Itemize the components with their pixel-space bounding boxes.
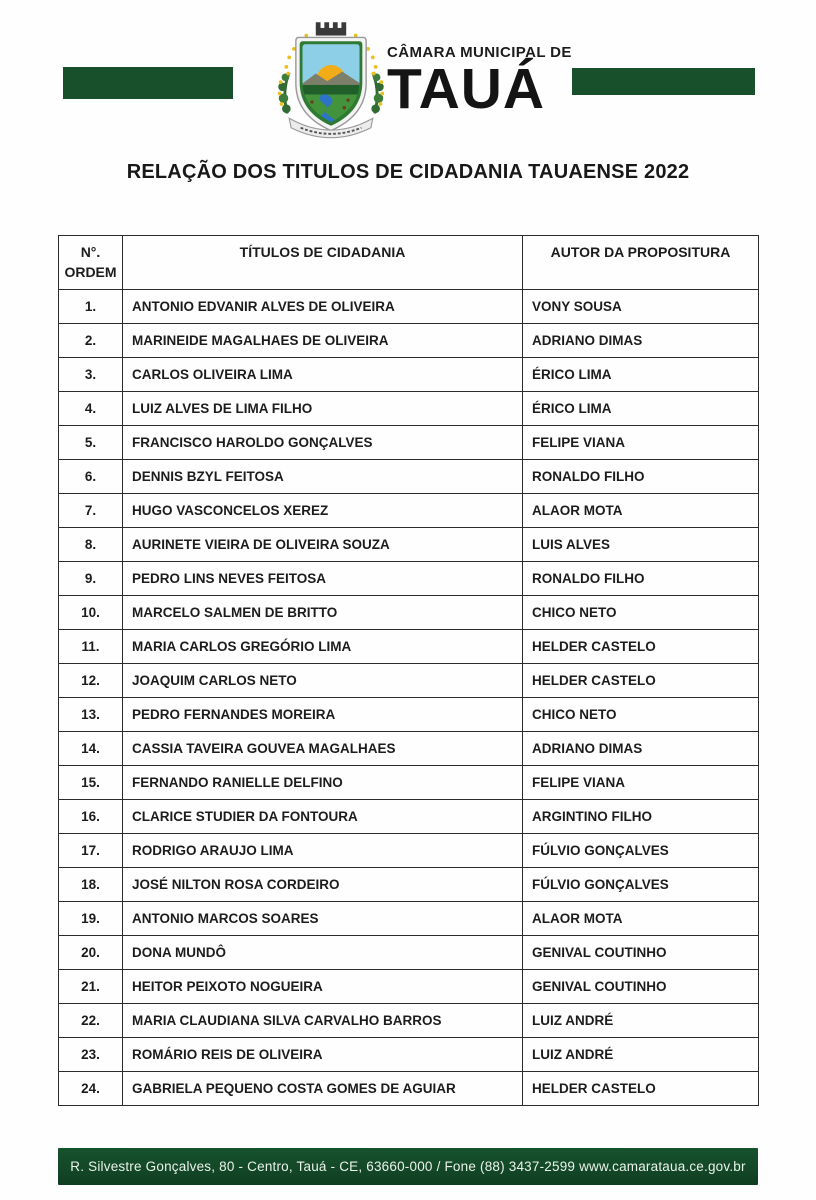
coat-of-arms-icon: [274, 20, 388, 148]
row-citizen-name: FRANCISCO HAROLDO GONÇALVES: [123, 426, 523, 460]
row-citizen-name: ANTONIO EDVANIR ALVES DE OLIVEIRA: [123, 290, 523, 324]
row-citizen-name: CASSIA TAVEIRA GOUVEA MAGALHAES: [123, 732, 523, 766]
row-citizen-name: JOAQUIM CARLOS NETO: [123, 664, 523, 698]
row-order-number: 22.: [59, 1004, 123, 1038]
row-author-name: HELDER CASTELO: [523, 664, 759, 698]
row-order-number: 23.: [59, 1038, 123, 1072]
table-row: [59, 732, 759, 766]
org-name: TAUÁ: [387, 57, 546, 121]
row-order-number: 12.: [59, 664, 123, 698]
row-author-name: LUIS ALVES: [523, 528, 759, 562]
row-citizen-name: ROMÁRIO REIS DE OLIVEIRA: [123, 1038, 523, 1072]
branch-right-icon: [371, 72, 384, 114]
table-row: [59, 596, 759, 630]
row-citizen-name: DENNIS BZYL FEITOSA: [123, 460, 523, 494]
table-row: [59, 324, 759, 358]
table-row: [59, 800, 759, 834]
row-citizen-name: CLARICE STUDIER DA FONTOURA: [123, 800, 523, 834]
row-author-name: ÉRICO LIMA: [523, 392, 759, 426]
table-row: [59, 766, 759, 800]
row-author-name: FELIPE VIANA: [523, 426, 759, 460]
row-order-number: 3.: [59, 358, 123, 392]
table-row: [59, 1072, 759, 1106]
row-author-name: ADRIANO DIMAS: [523, 732, 759, 766]
decor-bar-right: [572, 68, 755, 95]
table-row: [59, 358, 759, 392]
table-row: [59, 1004, 759, 1038]
row-order-number: 2.: [59, 324, 123, 358]
row-citizen-name: PEDRO LINS NEVES FEITOSA: [123, 562, 523, 596]
row-citizen-name: HUGO VASCONCELOS XEREZ: [123, 494, 523, 528]
row-citizen-name: MARIA CARLOS GREGÓRIO LIMA: [123, 630, 523, 664]
row-citizen-name: ANTONIO MARCOS SOARES: [123, 902, 523, 936]
org-title-block: [387, 44, 572, 121]
row-author-name: CHICO NETO: [523, 698, 759, 732]
org-caption: CÂMARA MUNICIPAL DE: [387, 44, 572, 61]
row-order-number: 20.: [59, 936, 123, 970]
table-row: [59, 664, 759, 698]
col-header-author: AUTOR DA PROPOSITURA: [523, 236, 759, 290]
col-header-titles: TÍTULOS DE CIDADANIA: [123, 236, 523, 290]
row-author-name: FÚLVIO GONÇALVES: [523, 834, 759, 868]
table-header-row: [59, 236, 759, 290]
row-order-number: 21.: [59, 970, 123, 1004]
row-author-name: VONY SOUSA: [523, 290, 759, 324]
col-header-order: [59, 236, 123, 290]
row-order-number: 9.: [59, 562, 123, 596]
row-author-name: GENIVAL COUTINHO: [523, 970, 759, 1004]
row-author-name: RONALDO FILHO: [523, 460, 759, 494]
col-header-order-line2: ORDEM: [64, 264, 117, 281]
branch-left-icon: [278, 72, 291, 114]
table-row: [59, 290, 759, 324]
table-row: [59, 562, 759, 596]
footer-bar: [58, 1148, 758, 1185]
table-row: [59, 936, 759, 970]
table-row: [59, 494, 759, 528]
row-order-number: 18.: [59, 868, 123, 902]
row-citizen-name: CARLOS OLIVEIRA LIMA: [123, 358, 523, 392]
row-author-name: ALAOR MOTA: [523, 902, 759, 936]
row-order-number: 15.: [59, 766, 123, 800]
table-row: [59, 834, 759, 868]
row-author-name: GENIVAL COUTINHO: [523, 936, 759, 970]
row-order-number: 6.: [59, 460, 123, 494]
table-row: [59, 970, 759, 1004]
table-body: [59, 290, 759, 1106]
row-citizen-name: MARINEIDE MAGALHAES DE OLIVEIRA: [123, 324, 523, 358]
row-author-name: HELDER CASTELO: [523, 1072, 759, 1106]
table-row: [59, 868, 759, 902]
table-row: [59, 1038, 759, 1072]
row-citizen-name: FERNANDO RANIELLE DELFINO: [123, 766, 523, 800]
row-citizen-name: JOSÉ NILTON ROSA CORDEIRO: [123, 868, 523, 902]
shield-icon: [296, 37, 366, 130]
row-order-number: 16.: [59, 800, 123, 834]
row-citizen-name: MARIA CLAUDIANA SILVA CARVALHO BARROS: [123, 1004, 523, 1038]
row-author-name: ADRIANO DIMAS: [523, 324, 759, 358]
row-order-number: 24.: [59, 1072, 123, 1106]
row-order-number: 1.: [59, 290, 123, 324]
row-order-number: 7.: [59, 494, 123, 528]
row-author-name: ÉRICO LIMA: [523, 358, 759, 392]
row-author-name: FELIPE VIANA: [523, 766, 759, 800]
table-row: [59, 460, 759, 494]
crown-icon: [316, 22, 346, 35]
row-author-name: FÚLVIO GONÇALVES: [523, 868, 759, 902]
row-author-name: RONALDO FILHO: [523, 562, 759, 596]
row-order-number: 5.: [59, 426, 123, 460]
row-order-number: 4.: [59, 392, 123, 426]
table-row: [59, 528, 759, 562]
row-order-number: 17.: [59, 834, 123, 868]
row-order-number: 19.: [59, 902, 123, 936]
row-citizen-name: LUIZ ALVES DE LIMA FILHO: [123, 392, 523, 426]
decor-bar-left: [63, 67, 233, 99]
row-citizen-name: RODRIGO ARAUJO LIMA: [123, 834, 523, 868]
row-author-name: ALAOR MOTA: [523, 494, 759, 528]
table-row: [59, 392, 759, 426]
row-author-name: ARGINTINO FILHO: [523, 800, 759, 834]
table-row: [59, 630, 759, 664]
row-citizen-name: AURINETE VIEIRA DE OLIVEIRA SOUZA: [123, 528, 523, 562]
col-header-order-line1: N°.: [80, 244, 101, 260]
table-row: [59, 902, 759, 936]
row-citizen-name: PEDRO FERNANDES MOREIRA: [123, 698, 523, 732]
row-author-name: CHICO NETO: [523, 596, 759, 630]
row-citizen-name: DONA MUNDÔ: [123, 936, 523, 970]
row-order-number: 11.: [59, 630, 123, 664]
table-row: [59, 698, 759, 732]
citizenship-table: [58, 235, 759, 1106]
row-author-name: HELDER CASTELO: [523, 630, 759, 664]
row-order-number: 14.: [59, 732, 123, 766]
row-order-number: 13.: [59, 698, 123, 732]
footer-address: R. Silvestre Gonçalves, 80 - Centro, Tauá - CE, 63660-000 / Fone (88) 3437-2599 www.camarataua.ce.gov.br: [70, 1159, 746, 1174]
row-order-number: 10.: [59, 596, 123, 630]
row-order-number: 8.: [59, 528, 123, 562]
table-row: [59, 426, 759, 460]
row-citizen-name: HEITOR PEIXOTO NOGUEIRA: [123, 970, 523, 1004]
crest-logo-icon: [274, 20, 388, 148]
row-author-name: LUIZ ANDRÉ: [523, 1004, 759, 1038]
row-citizen-name: MARCELO SALMEN DE BRITTO: [123, 596, 523, 630]
row-author-name: LUIZ ANDRÉ: [523, 1038, 759, 1072]
row-citizen-name: GABRIELA PEQUENO COSTA GOMES DE AGUIAR: [123, 1072, 523, 1106]
page-title: RELAÇÃO DOS TITULOS DE CIDADANIA TAUAENSE 2022: [126, 161, 690, 183]
